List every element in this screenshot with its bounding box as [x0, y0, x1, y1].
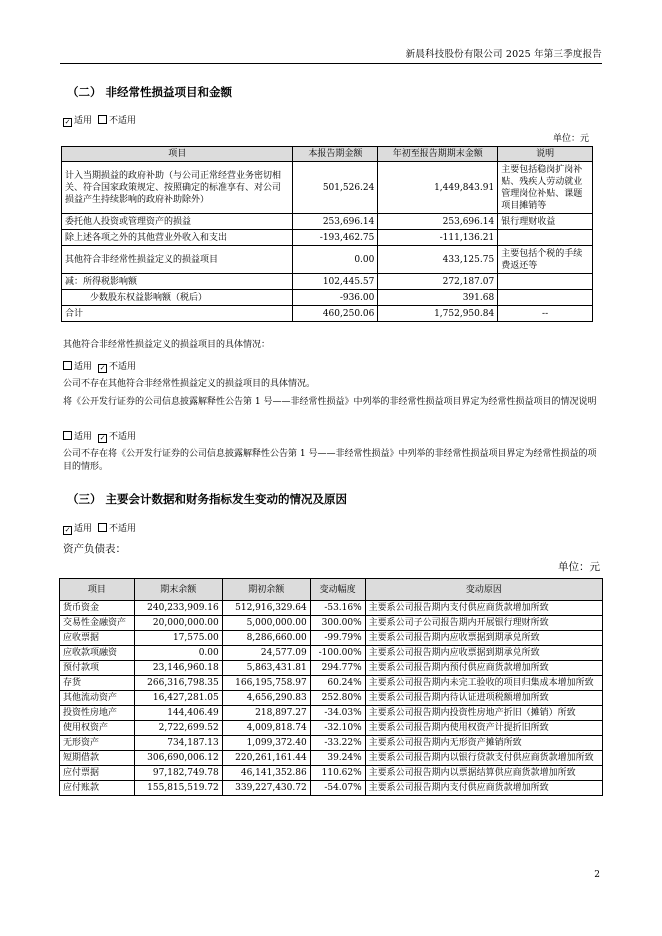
report-header: 新晨科技股份有限公司 2025 年第三季度报告 [405, 49, 602, 60]
reclassification-description: 将《公开发行证券的公司信息披露解释性公告第 1 号——非经常性损益》中列举的非经常性损益项目界定为经常性损益项目的情况说明 [63, 397, 597, 407]
col-header: 年初至报告期期末金额 [378, 147, 498, 162]
table-row: 委托他人投资或管理资产的损益 253,696.14 253,696.14 银行理财收益 [62, 214, 593, 230]
applicability-options-1: ✓ 适用 不适用 [64, 116, 137, 126]
table-row: 应付票据 97,182,749.78 46,141,352.86 110.62% 主要系公司报告期内以票据结算供应商货款增加所致 [60, 766, 603, 781]
unit-label: 单位：元 [552, 134, 589, 144]
applicability-options-4: ✓ 适用 不适用 [64, 524, 137, 534]
table-row: 应付账款 155,815,519.72 339,227,430.72 -54.07% 主要系公司报告期内支付供应商货款增加所致 [60, 781, 603, 796]
header-divider [60, 63, 602, 64]
col-header: 期初余额 [222, 579, 310, 601]
col-header: 变动原因 [365, 579, 602, 601]
applicability-options-2: 适用 ✓ 不适用 [63, 359, 136, 373]
table-row: 使用权资产 2,722,699.52 4,009,818.74 -32.10% 主要系公司报告期内使用权资产计提折旧所致 [60, 721, 603, 736]
table-row: 应收票据 17,575.00 8,286,660.00 -99.79% 主要系公司报告期内应收票据到期承兑所致 [60, 631, 603, 646]
checkbox-empty-icon [63, 431, 72, 440]
table-row: 其他流动资产 16,427,281.05 4,656,290.83 252.80% 主要系公司报告期内待认证进项税额增加所致 [60, 691, 603, 706]
table-row: 预付款项 23,146,960.18 5,863,431.81 294.77% 主要系公司报告期内预付供应商货款增加所致 [60, 661, 603, 676]
col-header: 期末余额 [134, 579, 222, 601]
section-title-nonrecurring: （二） 非经常性损益项目和金额 [67, 85, 233, 99]
table-row: 短期借款 306,690,006.12 220,261,161.44 39.24% 主要系公司报告期内以银行贷款支付供应商货款增加所致 [60, 751, 603, 766]
checkbox-empty-icon [63, 361, 72, 370]
table-row: 投资性房地产 144,406.49 218,897.27 -34.03% 主要系公司报告期内投资性房地产折旧（摊销）所致 [60, 706, 603, 721]
table-row: 减：所得税影响额 102,445.57 272,187.07 [62, 274, 593, 290]
col-header: 项目 [62, 147, 293, 162]
col-header: 本报告期金额 [293, 147, 378, 162]
checkbox-checked-icon: ✓ [99, 364, 106, 372]
reclassification-none: 公司不存在将《公开发行证券的公司信息披露解释性公告第 1 号——非经常性损益》中列举的非经常性损益项目界定为经常性损益的项目的情形。 [63, 449, 597, 472]
table-row: 货币资金 240,233,909.16 512,916,329.64 -53.16% 主要系公司报告期内支付供应商货款增加所致 [60, 601, 603, 616]
checkbox-checked-icon: ✓ [99, 434, 106, 442]
nonrecurring-table [61, 146, 593, 322]
applicability-options-3: 适用 ✓ 不适用 [63, 429, 136, 443]
col-header: 说明 [498, 147, 593, 162]
table-row: 其他符合非经常性损益定义的损益项目 0.00 433,125.75 主要包括个税的手续费返还等 [62, 246, 593, 274]
table-row: 应收款项融资 0.00 24,577.09 -100.00% 主要系公司报告期内应收票据到期承兑所致 [60, 646, 603, 661]
table-header-row [60, 579, 603, 601]
balance-sheet-table [59, 578, 603, 796]
checkbox-empty-icon [98, 523, 107, 532]
other-items-none: 公司不存在其他符合非经常性损益定义的损益项目的具体情况。 [63, 379, 316, 389]
col-header: 变动幅度 [310, 579, 365, 601]
col-header: 项目 [60, 579, 135, 601]
unit-label-2: 单位：元 [558, 561, 600, 573]
table-row: 交易性金融资产 20,000,000.00 5,000,000.00 300.00% 主要系公司子公司报告期内开展银行理财所致 [60, 616, 603, 631]
table-row: 无形资产 734,187.13 1,099,372.40 -33.22% 主要系公司报告期内无形资产摊销所致 [60, 736, 603, 751]
table-header-row [62, 147, 593, 162]
section-title-changes: （三） 主要会计数据和财务指标发生变动的情况及原因 [67, 492, 348, 506]
balance-sheet-label: 资产负债表： [63, 543, 126, 555]
table-row: 少数股东权益影响额（税后） -936.00 391.68 [62, 290, 593, 306]
table-row: 存货 266,316,798.35 166,195,758.97 60.24% 主要系公司报告期内未完工验收的项目归集成本增加所致 [60, 676, 603, 691]
checkbox-checked-icon: ✓ [64, 526, 71, 534]
page-number: 2 [594, 870, 600, 880]
other-items-description: 其他符合非经常性损益定义的损益项目的具体情况： [63, 340, 271, 350]
table-row: 计入当期损益的政府补助（与公司正常经营业务密切相关、符合国家政策规定、按照确定的标准享有、对公司损益产生持续影响的政府补助除外） 501,526.24 1,449,843.91 主要包括稳岗扩岗补贴、残疾人劳动就业管理岗位补贴、课题项目摊销等 [62, 162, 593, 214]
checkbox-empty-icon [98, 115, 107, 124]
table-total-row: 合计 460,250.06 1,752,950.84 -- [62, 306, 593, 322]
checkbox-checked-icon: ✓ [64, 118, 71, 126]
table-row: 除上述各项之外的其他营业外收入和支出 -193,462.75 -111,136.21 [62, 230, 593, 246]
